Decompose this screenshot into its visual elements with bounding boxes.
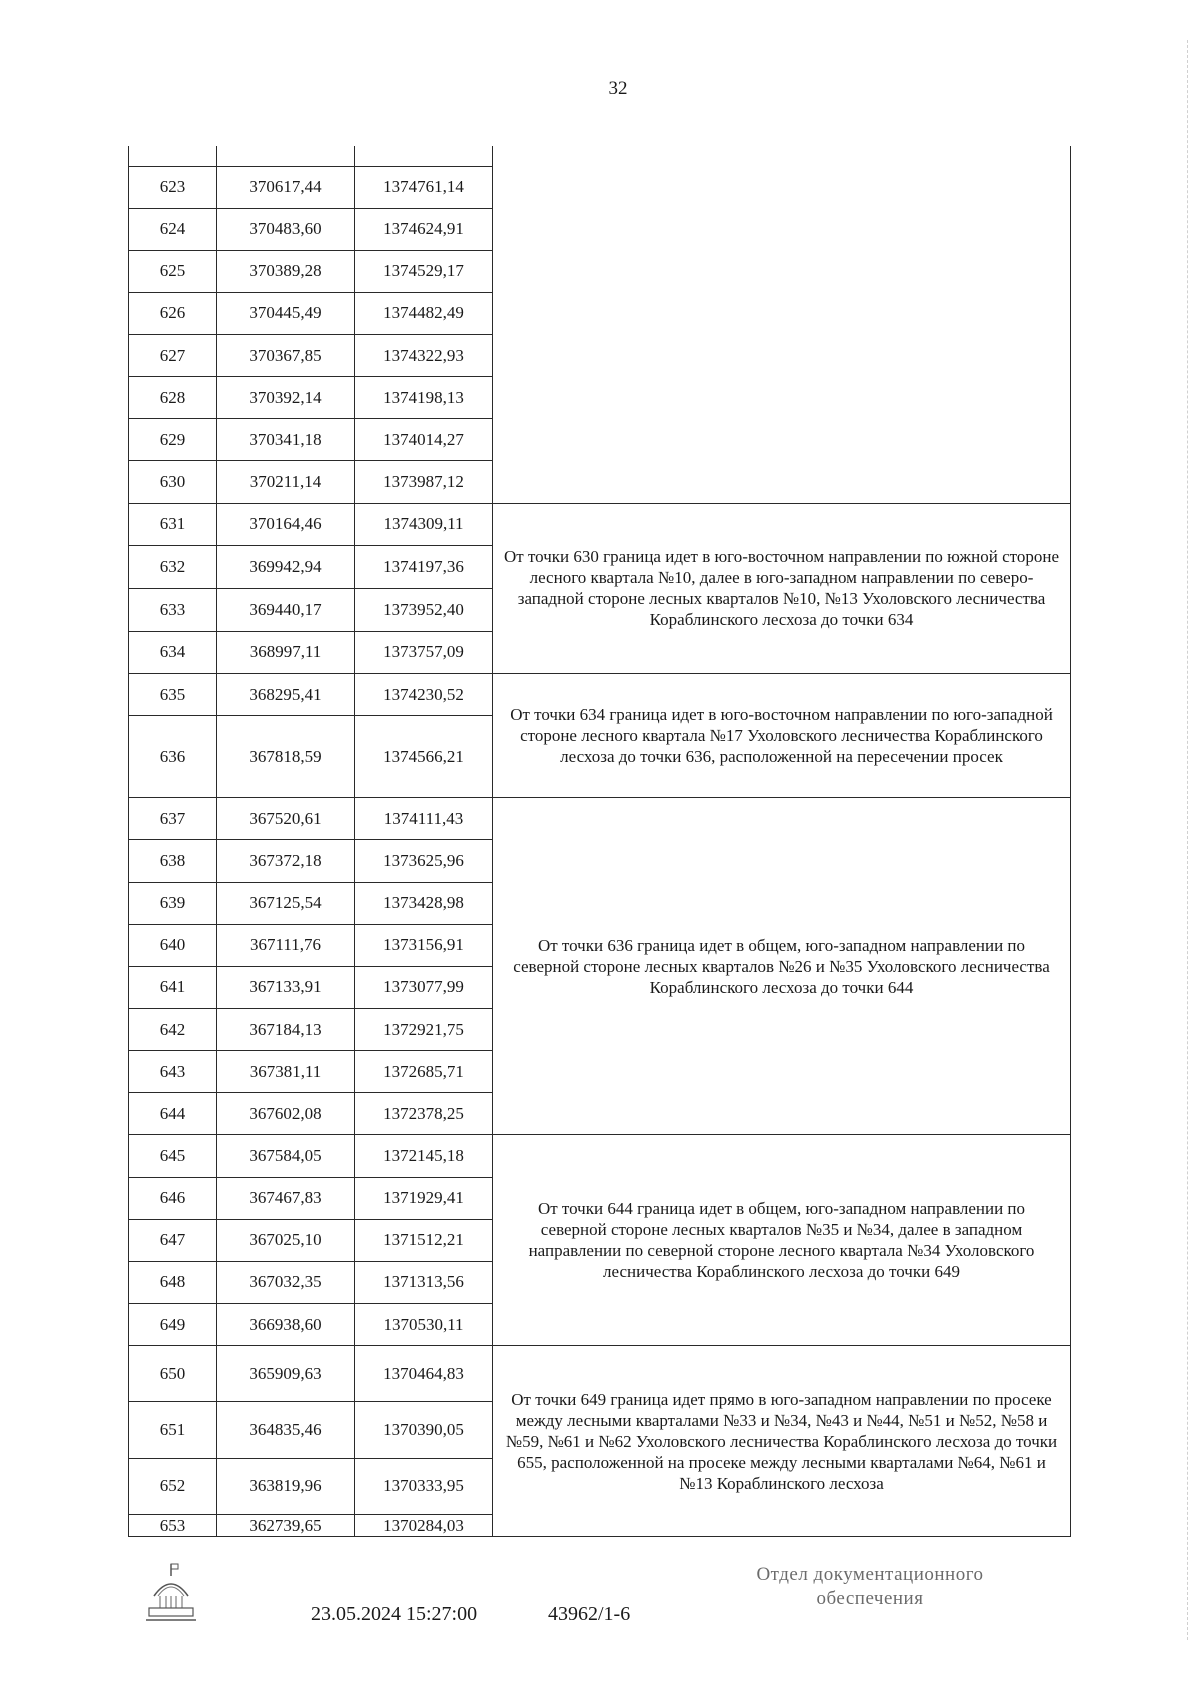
point-number: 625 bbox=[129, 250, 217, 292]
point-number: 627 bbox=[129, 335, 217, 377]
stamp-line: Отдел документационного bbox=[756, 1564, 984, 1585]
coord-x: 367520,61 bbox=[217, 798, 355, 840]
boundary-description: От точки 636 граница идет в общем, юго-западном направлении по северной стороне лесных кварталов №26 и №35 Ухоловского лесничества Кораблинского лесхоза до точки 644 bbox=[493, 798, 1071, 1135]
stamp-line: обеспечения bbox=[816, 1588, 924, 1609]
coord-x: 367125,54 bbox=[217, 882, 355, 924]
coord-x: 367133,91 bbox=[217, 966, 355, 1008]
coord-x: 364835,46 bbox=[217, 1402, 355, 1458]
table-row bbox=[129, 1346, 1071, 1402]
coord-y: 1370284,03 bbox=[355, 1515, 493, 1537]
table-row bbox=[129, 503, 1071, 546]
coord-y: 1371929,41 bbox=[355, 1177, 493, 1219]
coord-y: 1372921,75 bbox=[355, 1009, 493, 1051]
point-number: 641 bbox=[129, 966, 217, 1008]
coord-y: 1374198,13 bbox=[355, 377, 493, 419]
coord-y: 1374230,52 bbox=[355, 674, 493, 716]
table-row bbox=[129, 1135, 1071, 1177]
coord-y: 1370333,95 bbox=[355, 1458, 493, 1514]
boundary-description: От точки 634 граница идет в юго-восточном направлении по юго-западной стороне лесного квартала №17 Ухоловского лесничества Кораблинского лесхоза до точки 636, расположенной на пересечении просек bbox=[493, 674, 1071, 798]
coord-y: 1374529,17 bbox=[355, 250, 493, 292]
boundary-description: От точки 644 граница идет в общем, юго-западном направлении по северной стороне лесных кварталов №35 и №34, далее в западном направлении по северной стороне лесного квартала №34 Ухоловского лесничества Кораблинского лесхоза до точки 649 bbox=[493, 1135, 1071, 1346]
point-number: 632 bbox=[129, 546, 217, 589]
point-number: 639 bbox=[129, 882, 217, 924]
coord-x: 370367,85 bbox=[217, 335, 355, 377]
point-number: 623 bbox=[129, 166, 217, 208]
coord-x: 368997,11 bbox=[217, 631, 355, 674]
point-number: 653 bbox=[129, 1515, 217, 1537]
boundary-description: От точки 630 граница идет в юго-восточном направлении по южной стороне лесного квартала №10, далее в юго-западном направлении по северо-западной стороне лесных кварталов №10, №13 Ухоловского лесничества Кораблинского лесхоза до точки 634 bbox=[493, 503, 1071, 674]
point-number: 636 bbox=[129, 716, 217, 798]
coord-y: 1373757,09 bbox=[355, 631, 493, 674]
coord-x: 367025,10 bbox=[217, 1219, 355, 1261]
point-number: 650 bbox=[129, 1346, 217, 1402]
coord-y: 1371512,21 bbox=[355, 1219, 493, 1261]
point-number: 645 bbox=[129, 1135, 217, 1177]
point-number: 648 bbox=[129, 1261, 217, 1303]
coord-x: 370392,14 bbox=[217, 377, 355, 419]
table-row bbox=[129, 674, 1071, 716]
point-number: 642 bbox=[129, 1009, 217, 1051]
coord-x: 367381,11 bbox=[217, 1051, 355, 1093]
coord-y: 1374566,21 bbox=[355, 716, 493, 798]
department-stamp bbox=[720, 1563, 1020, 1611]
boundary-description: От точки 649 граница идет прямо в юго-западном направлении по просеке между лесными кварталами №33 и №34, №43 и №44, №51 и №52, №58 и №59, №61 и №62 Ухоловского лесничества Кораблинского лесхоза до точки 655, расположенной на просеке между лесными кварталами №64, №61 и №13 Кораблинского лесхоза bbox=[493, 1346, 1071, 1537]
coord-x: 369942,94 bbox=[217, 546, 355, 589]
coord-x: 370211,14 bbox=[217, 461, 355, 503]
coord-y: 1372378,25 bbox=[355, 1093, 493, 1135]
scan-margin-line bbox=[1187, 40, 1189, 1640]
coord-y: 1373077,99 bbox=[355, 966, 493, 1008]
footer-datetime: 23.05.2024 15:27:00 bbox=[311, 1603, 478, 1625]
point-number: 634 bbox=[129, 631, 217, 674]
coord-x: 367602,08 bbox=[217, 1093, 355, 1135]
coord-x: 367584,05 bbox=[217, 1135, 355, 1177]
coord-y: 1374111,43 bbox=[355, 798, 493, 840]
coord-y: 1373952,40 bbox=[355, 588, 493, 631]
coord-y: 1374624,91 bbox=[355, 208, 493, 250]
point-number: 635 bbox=[129, 674, 217, 716]
coord-x: 367818,59 bbox=[217, 716, 355, 798]
point-number: 629 bbox=[129, 419, 217, 461]
duma-logo-icon bbox=[140, 1562, 202, 1624]
footer-document-number: 43962/1-6 bbox=[548, 1603, 631, 1625]
coord-y: 1370464,83 bbox=[355, 1346, 493, 1402]
point-number: 643 bbox=[129, 1051, 217, 1093]
coord-y: 1373156,91 bbox=[355, 924, 493, 966]
coord-x: 367184,13 bbox=[217, 1009, 355, 1051]
coord-x: 367111,76 bbox=[217, 924, 355, 966]
coord-x: 368295,41 bbox=[217, 674, 355, 716]
point-number: 633 bbox=[129, 588, 217, 631]
coord-y: 1372685,71 bbox=[355, 1051, 493, 1093]
coord-y: 1370530,11 bbox=[355, 1304, 493, 1346]
coord-x: 362739,65 bbox=[217, 1515, 355, 1537]
coordinates-table bbox=[128, 146, 1071, 1537]
point-number: 647 bbox=[129, 1219, 217, 1261]
point-number: 624 bbox=[129, 208, 217, 250]
point-number: 626 bbox=[129, 292, 217, 334]
coord-x: 366938,60 bbox=[217, 1304, 355, 1346]
point-number: 649 bbox=[129, 1304, 217, 1346]
point-number: 640 bbox=[129, 924, 217, 966]
coord-y: 1374309,11 bbox=[355, 503, 493, 546]
coord-y: 1370390,05 bbox=[355, 1402, 493, 1458]
coord-y: 1374761,14 bbox=[355, 166, 493, 208]
coord-x: 367372,18 bbox=[217, 840, 355, 882]
coord-x: 370164,46 bbox=[217, 503, 355, 546]
point-number: 638 bbox=[129, 840, 217, 882]
coordinates-table-wrapper bbox=[128, 146, 1070, 1537]
description-cell-empty bbox=[493, 146, 1071, 503]
page-number: 32 bbox=[608, 78, 628, 99]
coord-y: 1374197,36 bbox=[355, 546, 493, 589]
point-number: 628 bbox=[129, 377, 217, 419]
point-number: 646 bbox=[129, 1177, 217, 1219]
table-row bbox=[129, 146, 1071, 166]
coord-x: 370617,44 bbox=[217, 166, 355, 208]
point-number: 630 bbox=[129, 461, 217, 503]
coord-x: 370483,60 bbox=[217, 208, 355, 250]
point-number: 651 bbox=[129, 1402, 217, 1458]
point-number: 637 bbox=[129, 798, 217, 840]
point-number: 631 bbox=[129, 503, 217, 546]
coord-y: 1373987,12 bbox=[355, 461, 493, 503]
coord-x: 369440,17 bbox=[217, 588, 355, 631]
coord-x: 370389,28 bbox=[217, 250, 355, 292]
coord-y: 1374014,27 bbox=[355, 419, 493, 461]
table-row bbox=[129, 798, 1071, 840]
coord-x: 367032,35 bbox=[217, 1261, 355, 1303]
coord-y: 1372145,18 bbox=[355, 1135, 493, 1177]
coord-y: 1374482,49 bbox=[355, 292, 493, 334]
coord-y: 1371313,56 bbox=[355, 1261, 493, 1303]
coord-y: 1373428,98 bbox=[355, 882, 493, 924]
coord-x: 365909,63 bbox=[217, 1346, 355, 1402]
coord-x: 367467,83 bbox=[217, 1177, 355, 1219]
coord-y: 1373625,96 bbox=[355, 840, 493, 882]
coord-y: 1374322,93 bbox=[355, 335, 493, 377]
point-number: 652 bbox=[129, 1458, 217, 1514]
coord-x: 363819,96 bbox=[217, 1458, 355, 1514]
coord-x: 370445,49 bbox=[217, 292, 355, 334]
point-number: 644 bbox=[129, 1093, 217, 1135]
coord-x: 370341,18 bbox=[217, 419, 355, 461]
